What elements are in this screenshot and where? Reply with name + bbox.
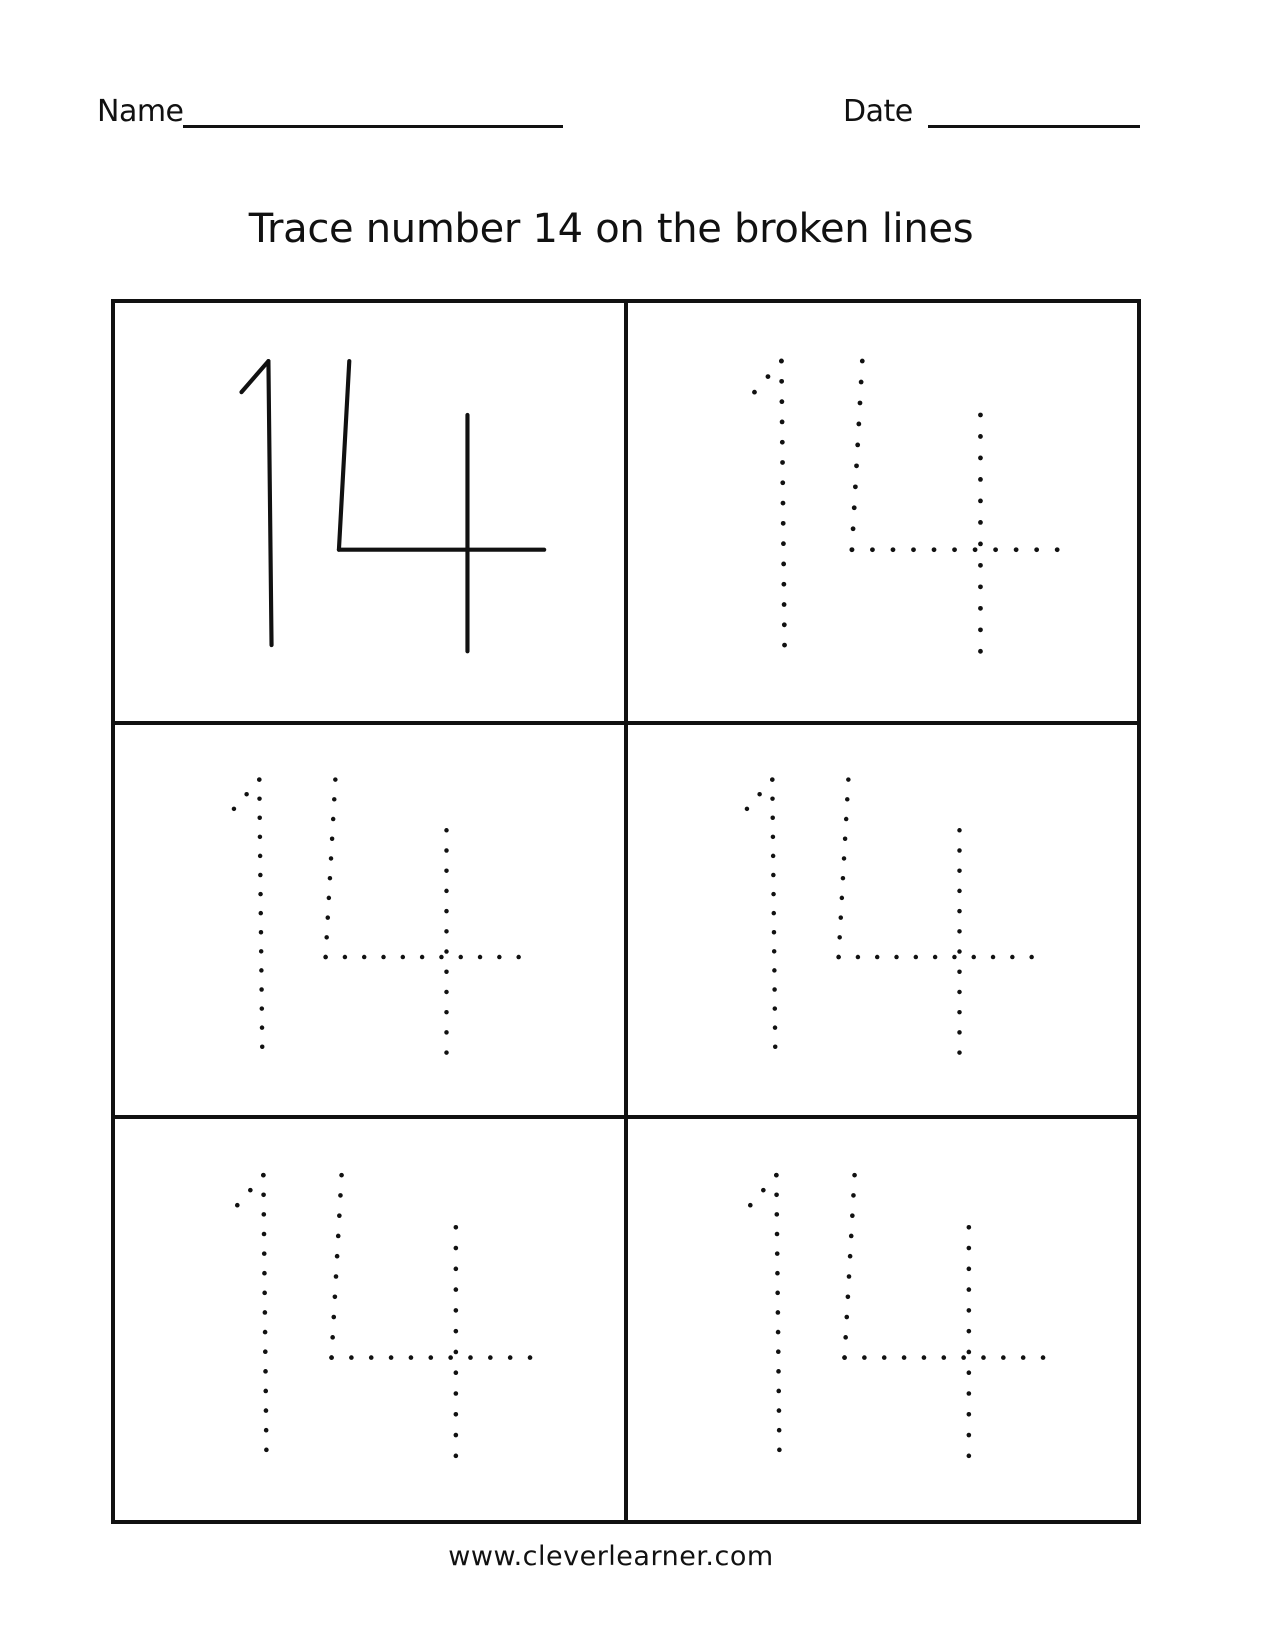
trace-dot xyxy=(770,816,774,820)
tracing-cell-dotted[interactable] xyxy=(626,723,1137,1117)
trace-dot xyxy=(853,484,858,489)
trace-dot xyxy=(957,889,961,893)
date-label: Date xyxy=(843,94,913,129)
trace-dot xyxy=(780,420,785,425)
trace-dot xyxy=(967,1308,972,1313)
trace-dot xyxy=(766,374,771,379)
trace-dot xyxy=(771,873,775,877)
trace-dot xyxy=(779,399,784,404)
trace-dot xyxy=(844,1315,849,1320)
trace-dot xyxy=(779,379,784,384)
trace-dot xyxy=(852,505,857,510)
trace-dot xyxy=(837,935,841,939)
trace-dot xyxy=(259,987,263,991)
trace-dot xyxy=(444,949,448,953)
trace-dot xyxy=(1034,547,1039,552)
tracing-cell-solid[interactable] xyxy=(115,303,626,723)
trace-dot xyxy=(444,909,448,913)
trace-dot xyxy=(1029,955,1033,959)
trace-dot xyxy=(1010,955,1014,959)
trace-dot xyxy=(978,413,983,418)
trace-dot xyxy=(454,1267,459,1272)
trace-dot xyxy=(772,911,776,915)
trace-dot xyxy=(264,1448,269,1453)
trace-dot xyxy=(349,1355,354,1360)
trace-dot xyxy=(771,854,775,858)
trace-dot xyxy=(978,627,983,632)
trace-dot xyxy=(260,1045,264,1049)
trace-dot xyxy=(262,1291,267,1296)
tracing-cell-dotted[interactable] xyxy=(626,1117,1137,1520)
trace-dot xyxy=(259,930,263,934)
trace-dot xyxy=(332,797,336,801)
trace-dot xyxy=(978,606,983,611)
trace-dot xyxy=(894,955,898,959)
trace-dot xyxy=(842,1355,847,1360)
trace-dot xyxy=(978,649,983,654)
number-glyph xyxy=(628,303,1137,721)
trace-dot xyxy=(914,955,918,959)
trace-dot xyxy=(781,562,786,567)
trace-dot xyxy=(258,854,262,858)
trace-dot xyxy=(991,955,995,959)
trace-dot xyxy=(780,460,785,465)
trace-dot xyxy=(780,480,785,485)
trace-dot xyxy=(752,390,757,395)
trace-dot xyxy=(327,896,331,900)
trace-dot xyxy=(782,602,787,607)
trace-dot xyxy=(428,1355,433,1360)
trace-dot xyxy=(444,1010,448,1014)
trace-dot xyxy=(860,359,865,364)
trace-dot xyxy=(858,401,863,406)
name-label: Name xyxy=(97,94,184,129)
trace-dot xyxy=(850,1213,855,1218)
trace-dot xyxy=(780,440,785,445)
trace-dot xyxy=(528,1355,533,1360)
trace-dot xyxy=(967,1454,972,1459)
trace-dot xyxy=(839,915,843,919)
trace-dot xyxy=(775,1271,780,1276)
trace-dot xyxy=(967,1267,972,1272)
trace-dot xyxy=(331,1315,336,1320)
trace-dot xyxy=(748,1203,753,1208)
number-glyph xyxy=(115,1119,624,1520)
trace-dot xyxy=(339,1173,344,1178)
trace-dot xyxy=(1001,1355,1006,1360)
trace-dot xyxy=(257,777,261,781)
trace-dot xyxy=(259,911,263,915)
trace-dot xyxy=(978,434,983,439)
trace-dot xyxy=(773,1045,777,1049)
trace-dot xyxy=(782,643,787,648)
trace-dot xyxy=(343,955,347,959)
trace-dot xyxy=(362,955,366,959)
trace-dot xyxy=(957,1010,961,1014)
trace-dot xyxy=(258,835,262,839)
trace-dot xyxy=(454,1412,459,1417)
trace-dot xyxy=(957,990,961,994)
tracing-grid xyxy=(111,299,1141,1524)
trace-dot xyxy=(843,837,847,841)
trace-dot xyxy=(335,1254,340,1259)
trace-dot xyxy=(993,547,998,552)
trace-dot xyxy=(235,1203,240,1208)
trace-dot xyxy=(856,422,861,427)
trace-dot xyxy=(772,987,776,991)
trace-dot xyxy=(770,796,774,800)
instruction-heading: Trace number 14 on the broken lines xyxy=(248,206,974,252)
trace-dot xyxy=(262,1251,267,1256)
trace-dot xyxy=(781,521,786,526)
trace-dot xyxy=(488,1355,493,1360)
trace-dot xyxy=(330,837,334,841)
trace-dot xyxy=(967,1391,972,1396)
trace-dot xyxy=(259,968,263,972)
trace-dot xyxy=(967,1225,972,1230)
trace-dot xyxy=(852,1173,857,1178)
trace-dot xyxy=(444,929,448,933)
trace-dot xyxy=(444,848,448,852)
trace-dot xyxy=(859,380,864,385)
trace-dot xyxy=(260,1006,264,1010)
trace-dot xyxy=(444,1050,448,1054)
trace-dot xyxy=(444,970,448,974)
number-glyph xyxy=(628,1119,1137,1520)
trace-dot xyxy=(454,1308,459,1313)
trace-dot xyxy=(458,955,462,959)
trace-dot xyxy=(773,1006,777,1010)
number-glyph xyxy=(115,725,624,1115)
trace-dot xyxy=(850,547,855,552)
trace-dot xyxy=(851,1193,856,1198)
trace-dot xyxy=(957,970,961,974)
trace-dot xyxy=(333,777,337,781)
trace-dot xyxy=(261,1212,266,1217)
trace-dot xyxy=(409,1355,414,1360)
trace-dot xyxy=(844,817,848,821)
trace-dot xyxy=(932,547,937,552)
trace-dot xyxy=(389,1355,394,1360)
trace-dot xyxy=(745,807,749,811)
trace-dot xyxy=(336,1234,341,1239)
trace-dot xyxy=(902,1355,907,1360)
trace-dot xyxy=(454,1225,459,1230)
trace-dot xyxy=(454,1329,459,1334)
trace-dot xyxy=(264,1408,269,1413)
trace-dot xyxy=(258,873,262,877)
trace-dot xyxy=(967,1246,972,1251)
trace-dot xyxy=(324,935,328,939)
trace-dot xyxy=(338,1193,343,1198)
name-field-line[interactable] xyxy=(183,125,563,128)
trace-dot xyxy=(329,856,333,860)
number-glyph xyxy=(115,303,624,721)
trace-dot xyxy=(952,955,956,959)
trace-dot xyxy=(776,1389,781,1394)
glyph-stroke xyxy=(268,361,271,645)
trace-dot xyxy=(847,1274,852,1279)
trace-dot xyxy=(777,1448,782,1453)
trace-dot xyxy=(1055,547,1060,552)
trace-dot xyxy=(856,955,860,959)
trace-dot xyxy=(971,955,975,959)
trace-dot xyxy=(757,792,761,796)
trace-dot xyxy=(328,876,332,880)
trace-dot xyxy=(882,1355,887,1360)
trace-dot xyxy=(257,816,261,820)
trace-dot xyxy=(782,622,787,627)
trace-dot xyxy=(851,526,856,531)
trace-dot xyxy=(232,807,236,811)
glyph-stroke xyxy=(339,361,349,550)
trace-dot xyxy=(468,1355,473,1360)
trace-dot xyxy=(260,1025,264,1029)
trace-dot xyxy=(337,1213,342,1218)
trace-dot xyxy=(967,1433,972,1438)
tracing-cell-dotted[interactable] xyxy=(115,723,626,1117)
trace-dot xyxy=(978,499,983,504)
trace-dot xyxy=(444,889,448,893)
trace-dot xyxy=(259,949,263,953)
trace-dot xyxy=(862,1355,867,1360)
trace-dot xyxy=(842,856,846,860)
trace-dot xyxy=(875,955,879,959)
trace-dot xyxy=(981,1355,986,1360)
trace-dot xyxy=(952,547,957,552)
trace-dot xyxy=(264,1428,269,1433)
trace-dot xyxy=(846,1294,851,1299)
trace-dot xyxy=(781,501,786,506)
trace-dot xyxy=(776,1369,781,1374)
trace-dot xyxy=(454,1391,459,1396)
trace-dot xyxy=(978,541,983,546)
trace-dot xyxy=(444,990,448,994)
trace-dot xyxy=(263,1369,268,1374)
trace-dot xyxy=(262,1271,267,1276)
trace-dot xyxy=(781,582,786,587)
trace-dot xyxy=(957,868,961,872)
trace-dot xyxy=(1041,1355,1046,1360)
date-field-line[interactable] xyxy=(928,125,1140,128)
trace-dot xyxy=(329,1355,334,1360)
trace-dot xyxy=(779,359,784,364)
trace-dot xyxy=(855,443,860,448)
trace-dot xyxy=(843,1335,848,1340)
trace-dot xyxy=(957,909,961,913)
trace-dot xyxy=(978,563,983,568)
trace-dot xyxy=(262,1232,267,1237)
trace-dot xyxy=(439,955,443,959)
trace-dot xyxy=(961,1355,966,1360)
trace-dot xyxy=(772,930,776,934)
trace-dot xyxy=(957,949,961,953)
trace-dot xyxy=(870,547,875,552)
trace-dot xyxy=(497,955,501,959)
trace-dot xyxy=(772,949,776,953)
trace-dot xyxy=(845,797,849,801)
trace-dot xyxy=(840,896,844,900)
trace-dot xyxy=(777,1408,782,1413)
trace-dot xyxy=(774,1212,779,1217)
trace-dot xyxy=(957,828,961,832)
glyph-stroke xyxy=(241,361,268,392)
trace-dot xyxy=(331,817,335,821)
trace-dot xyxy=(849,1234,854,1239)
trace-dot xyxy=(848,1254,853,1259)
trace-dot xyxy=(248,1188,253,1193)
trace-dot xyxy=(261,1192,266,1197)
trace-dot xyxy=(774,1173,779,1178)
trace-dot xyxy=(775,1232,780,1237)
trace-dot xyxy=(891,547,896,552)
trace-dot xyxy=(957,848,961,852)
trace-dot xyxy=(941,1355,946,1360)
trace-dot xyxy=(454,1370,459,1375)
trace-dot xyxy=(323,955,327,959)
trace-dot xyxy=(326,915,330,919)
trace-dot xyxy=(836,955,840,959)
trace-dot xyxy=(330,1335,335,1340)
trace-dot xyxy=(933,955,937,959)
number-glyph xyxy=(628,725,1137,1115)
trace-dot xyxy=(263,1310,268,1315)
trace-dot xyxy=(922,1355,927,1360)
trace-dot xyxy=(957,1030,961,1034)
trace-dot xyxy=(1021,1355,1026,1360)
trace-dot xyxy=(777,1428,782,1433)
trace-dot xyxy=(967,1412,972,1417)
trace-dot xyxy=(444,1030,448,1034)
trace-dot xyxy=(775,1251,780,1256)
trace-dot xyxy=(444,868,448,872)
trace-dot xyxy=(444,828,448,832)
trace-dot xyxy=(401,955,405,959)
trace-dot xyxy=(454,1287,459,1292)
trace-dot xyxy=(263,1330,268,1335)
trace-dot xyxy=(420,955,424,959)
trace-dot xyxy=(771,892,775,896)
trace-dot xyxy=(978,584,983,589)
trace-dot xyxy=(771,835,775,839)
trace-dot xyxy=(516,955,520,959)
trace-dot xyxy=(775,1291,780,1296)
trace-dot xyxy=(957,929,961,933)
trace-dot xyxy=(774,1192,779,1197)
trace-dot xyxy=(967,1287,972,1292)
trace-dot xyxy=(1014,547,1019,552)
trace-dot xyxy=(263,1349,268,1354)
trace-dot xyxy=(770,777,774,781)
trace-dot xyxy=(448,1355,453,1360)
trace-dot xyxy=(978,456,983,461)
trace-dot xyxy=(776,1349,781,1354)
trace-dot xyxy=(369,1355,374,1360)
trace-dot xyxy=(967,1370,972,1375)
trace-dot xyxy=(454,1433,459,1438)
trace-dot xyxy=(333,1294,338,1299)
trace-dot xyxy=(773,1025,777,1029)
trace-dot xyxy=(973,547,978,552)
trace-dot xyxy=(781,541,786,546)
tracing-cell-dotted[interactable] xyxy=(115,1117,626,1520)
trace-dot xyxy=(261,1173,266,1178)
trace-dot xyxy=(334,1274,339,1279)
trace-dot xyxy=(263,1389,268,1394)
trace-dot xyxy=(454,1454,459,1459)
trace-dot xyxy=(846,777,850,781)
trace-dot xyxy=(772,968,776,972)
trace-dot xyxy=(478,955,482,959)
tracing-cell-dotted[interactable] xyxy=(626,303,1137,723)
trace-dot xyxy=(978,520,983,525)
trace-dot xyxy=(258,892,262,896)
trace-dot xyxy=(957,1050,961,1054)
trace-dot xyxy=(454,1246,459,1251)
trace-dot xyxy=(776,1310,781,1315)
trace-dot xyxy=(854,463,859,468)
trace-dot xyxy=(508,1355,513,1360)
trace-dot xyxy=(911,547,916,552)
trace-dot xyxy=(967,1350,972,1355)
trace-dot xyxy=(776,1330,781,1335)
trace-dot xyxy=(978,477,983,482)
trace-dot xyxy=(257,796,261,800)
trace-dot xyxy=(454,1350,459,1355)
website-footer: www.cleverlearner.com xyxy=(448,1541,774,1572)
trace-dot xyxy=(381,955,385,959)
trace-dot xyxy=(761,1188,766,1193)
trace-dot xyxy=(841,876,845,880)
trace-dot xyxy=(967,1329,972,1334)
trace-dot xyxy=(244,792,248,796)
